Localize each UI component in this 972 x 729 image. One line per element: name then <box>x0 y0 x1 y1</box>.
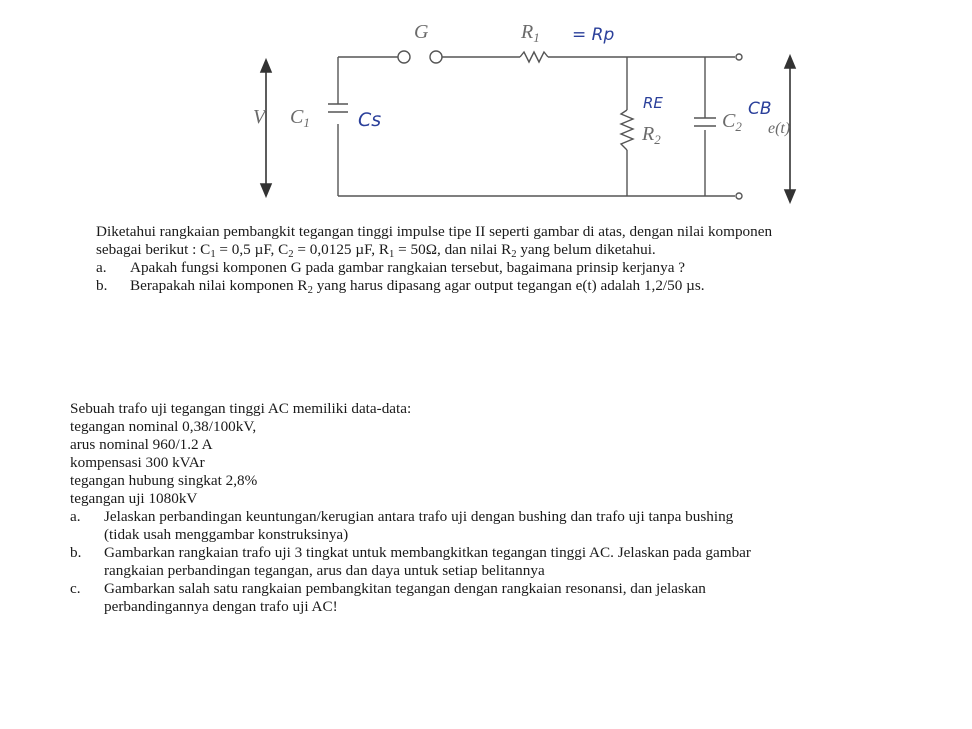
resistor-r2 <box>621 110 633 150</box>
label-switch-g: G <box>414 21 429 43</box>
impulse-circuit-diagram <box>0 0 972 215</box>
q2-item-c: c. Gambarkan salah satu rangkaian pembangkitan tegangan dengan rangkaian resonansi, dan jelaskan perbandingannya dengan trafo uji AC! <box>70 580 706 615</box>
q1-item-b: b. Berapakah nilai komponen $R_2$ yang harus dipasang agar output tegangan e(t) adalah 1,2/50 µs. <box>96 277 705 296</box>
svg-text:C1: $C_1$ <box>290 106 310 130</box>
q2-data-line: kompensasi 300 kVAr <box>70 454 205 471</box>
q2-data-line: arus nominal 960/1.2 A <box>70 436 213 453</box>
q2-intro: Sebuah trafo uji tegangan tinggi AC memiliki data-data: <box>70 400 412 417</box>
hand-r2-annotation: RE <box>643 94 663 112</box>
q2-data-line: tegangan nominal 0,38/100kV, <box>70 418 257 435</box>
q2-item-a: a. Jelaskan perbandingan keuntungan/kerugian antara trafo uji dengan bushing dan trafo uji tanpa bushing (tidak usah menggambar konstruksinya) <box>70 508 734 543</box>
output-terminal-bottom <box>736 193 742 199</box>
hand-r1-annotation: = Rp <box>572 25 615 45</box>
capacitor-c2 <box>694 118 716 126</box>
svg-text:R2: $R_2$ <box>642 123 661 147</box>
hand-c2-annotation: CB <box>748 99 772 119</box>
q1-intro-line2: sebagai berikut : $C_1 = 0,5$ µF, $C_2 = 0,0125$ µF, $R_1 = 50\Omega$, dan nilai $R_2$ yang belum diketahui. <box>96 241 656 260</box>
q1-item-a: a. Apakah fungsi komponen G pada gambar rangkaian tersebut, bagaimana prinsip kerjanya ? <box>96 259 685 276</box>
q2-data-line: tegangan uji 1080kV <box>70 490 198 507</box>
spark-gap-right <box>430 51 442 63</box>
q1-intro-line1: Diketahui rangkaian pembangkit tegangan tinggi impulse tipe II seperti gambar di atas, dengan nilai komponen <box>96 223 773 240</box>
svg-text:C2: $C_2$ <box>722 110 742 134</box>
resistor-r1 <box>520 52 548 62</box>
label-c1: C <box>290 106 304 128</box>
label-c2: C <box>722 110 736 132</box>
question-2 <box>70 400 751 616</box>
spark-gap-left <box>398 51 410 63</box>
q2-item-b: b. Gambarkan rangkaian trafo uji 3 tingkat untuk membangkitkan tegangan tinggi AC. Jelaskan pada gambar rangkaian perbandingan tegangan, arus dan daya untuk setiap belitannya <box>70 544 751 579</box>
label-r2: R <box>642 123 655 145</box>
svg-text:R1: $R_1$ <box>521 21 540 45</box>
output-terminal-top <box>736 54 742 60</box>
label-r1: R <box>521 21 534 43</box>
label-output: e(t) <box>768 120 791 137</box>
question-1 <box>96 223 772 295</box>
hand-c1-annotation: Cs <box>358 109 382 131</box>
capacitor-c1 <box>328 104 348 112</box>
q2-data-line: tegangan hubung singkat 2,8% <box>70 472 258 489</box>
label-voltage: V <box>253 106 266 128</box>
